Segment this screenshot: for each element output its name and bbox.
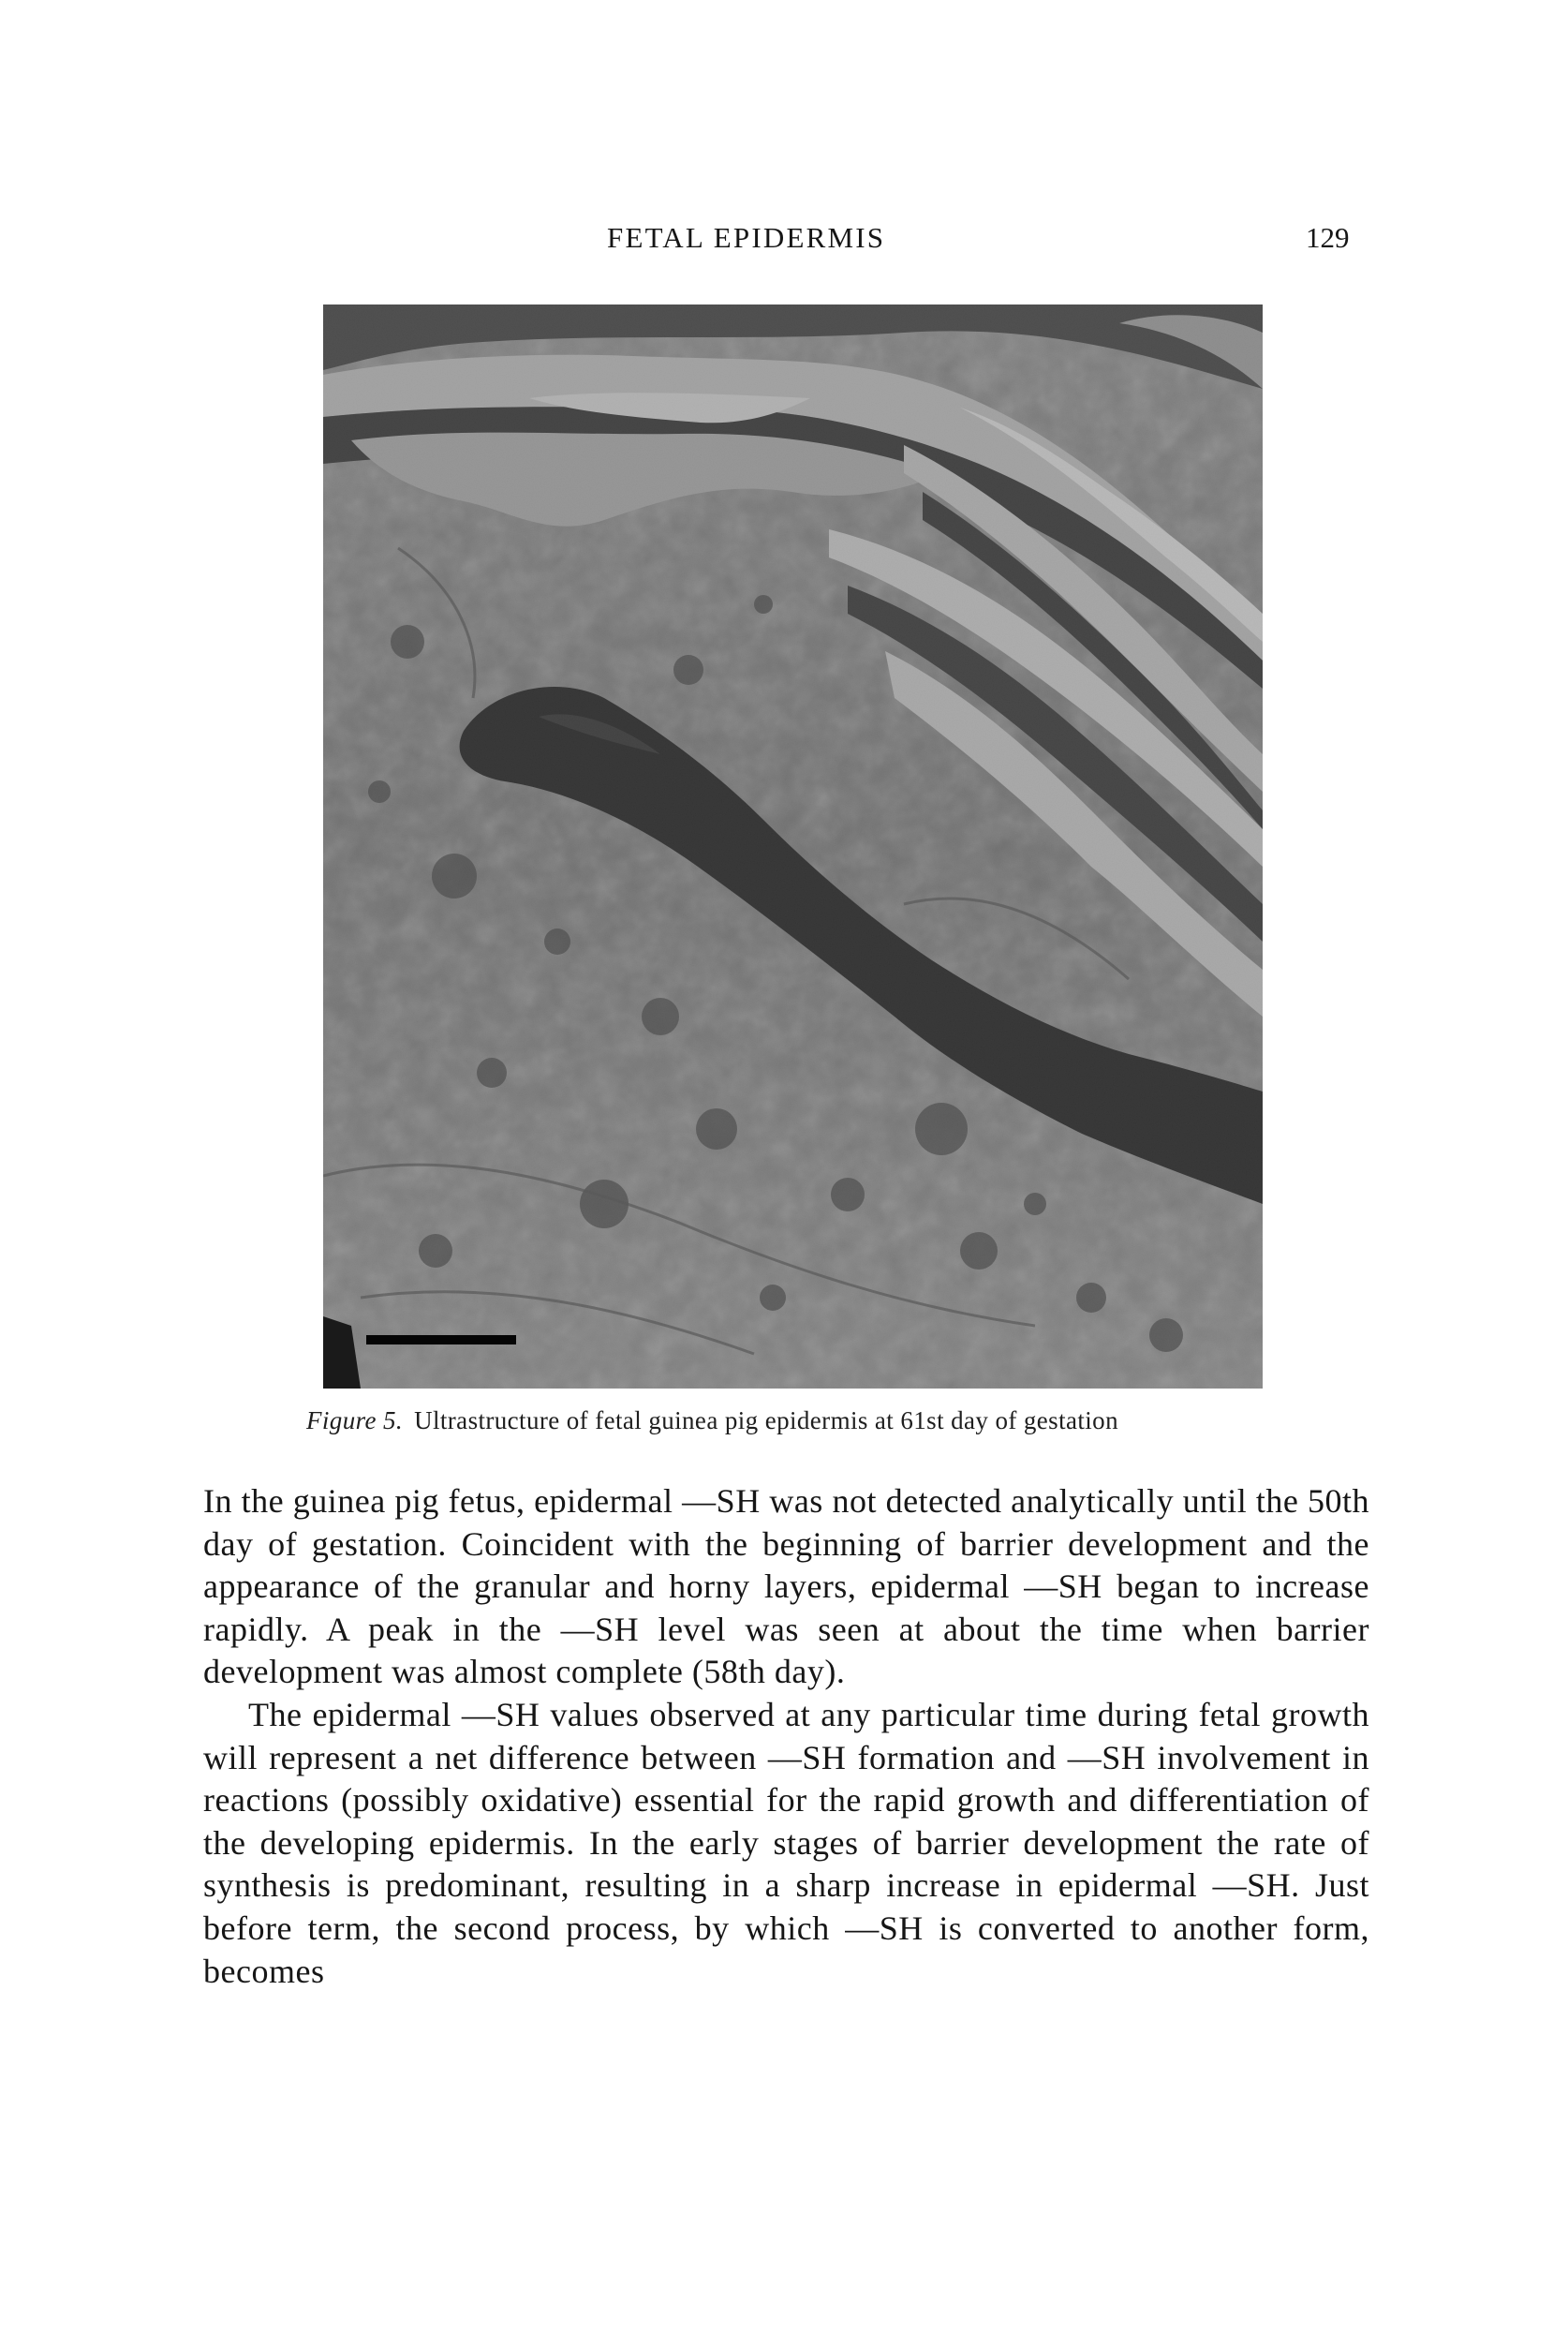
running-title: FETAL EPIDERMIS bbox=[607, 221, 886, 254]
micrograph-image bbox=[323, 305, 1263, 1389]
figure-caption bbox=[306, 1406, 1280, 1435]
electron-micrograph bbox=[323, 305, 1263, 1389]
scale-bar bbox=[366, 1335, 516, 1344]
paragraph: In the guinea pig fetus, epidermal —SH was not detected analytically until the 50th day of gestation. Coincident with the beginning of barrier development and the appearance of the granular and horny layers, epidermal —SH began to increase rapidly. A peak in the —SH level was seen at about the time when barrier development was almost complete (58th day). bbox=[203, 1482, 1369, 1691]
figure-caption-text: Ultrastructure of fetal guinea pig epidermis at 61st day of gestation bbox=[414, 1406, 1118, 1434]
figure-label: Figure 5. bbox=[306, 1406, 404, 1434]
body-text bbox=[203, 1480, 1369, 1993]
paragraph: The epidermal —SH values observed at any particular time during fetal growth will represent a net difference between —SH formation and —SH involvement in reactions (possibly oxidative) essential for the rapid growth and differentiation of the developing epidermis. In the early stages of barrier development the rate of synthesis is predominant, resulting in a sharp increase in epidermal —SH. Just before term, the second process, by which —SH is converted to another form, becomes bbox=[203, 1695, 1369, 1990]
page-number: 129 bbox=[1306, 221, 1350, 254]
running-head bbox=[0, 221, 1568, 259]
